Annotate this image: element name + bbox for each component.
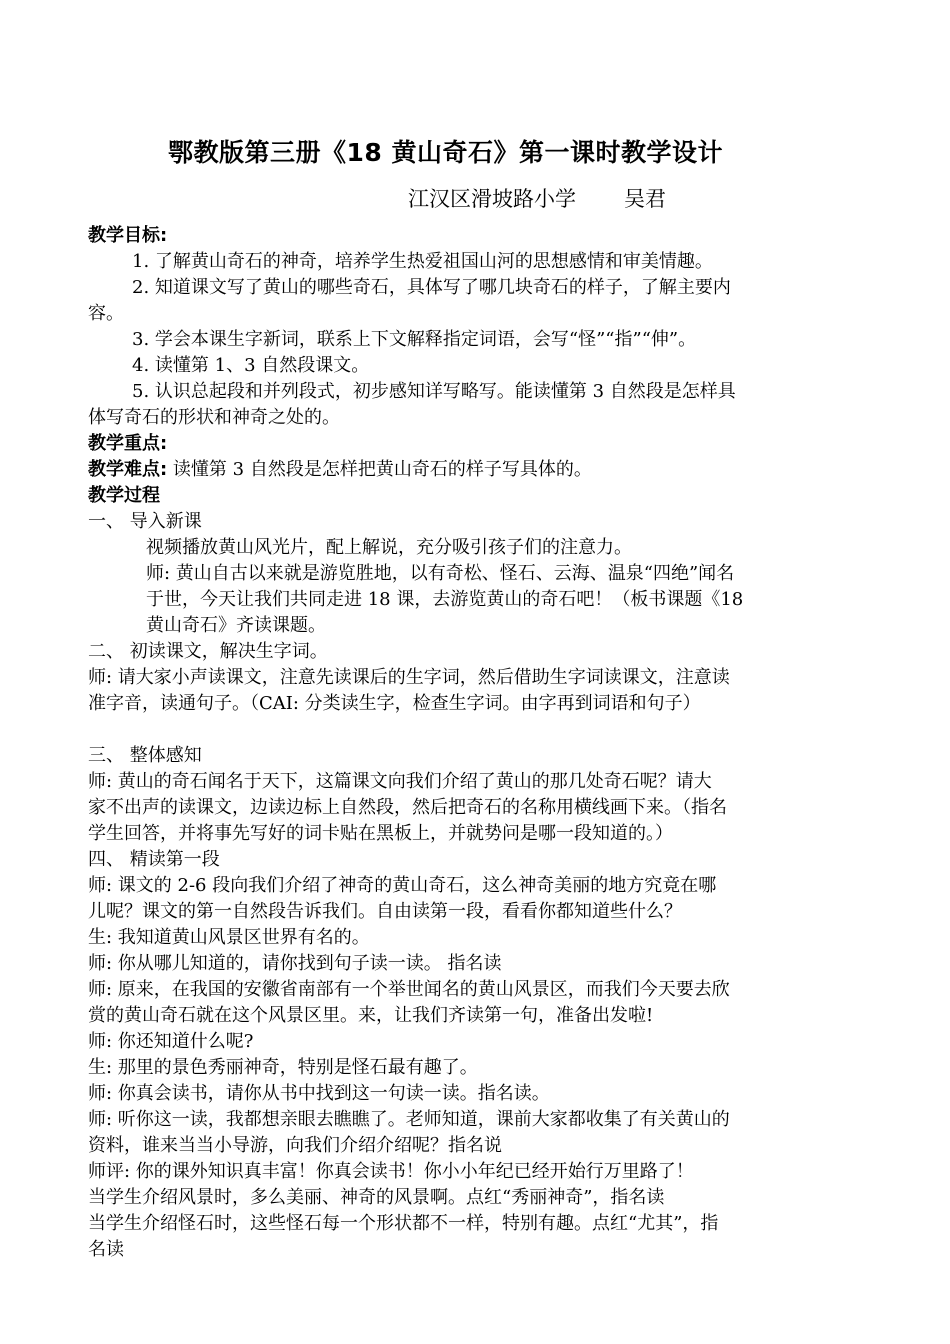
paragraph-line: 当学生介绍风景时，多么美丽、神奇的风景啊。点红“秀丽神奇”，指名读 <box>88 1187 665 1208</box>
paragraph-line: 视频播放黄山风光片，配上解说，充分吸引孩子们的注意力。 <box>146 537 632 558</box>
paragraph-line: 师: 原来，在我国的安徽省南部有一个举世闻名的黄山风景区，而我们今天要去欣 <box>88 979 730 1000</box>
goal-item-cont: 体写奇石的形状和神奇之处的。 <box>88 407 340 428</box>
paragraph-line: 当学生介绍怪石时，这些怪石每一个形状都不一样，特别有趣。点红“尤其”，指 <box>88 1213 719 1234</box>
key-point-heading: 教学重点: <box>88 433 168 454</box>
paragraph-line: 儿呢？课文的第一自然段告诉我们。自由读第一段，看看你都知道些什么？ <box>88 901 682 922</box>
goal-item: 2. 知道课文写了黄山的哪些奇石，具体写了哪几块奇石的样子，了解主要内 <box>132 277 731 298</box>
blank-line <box>88 717 878 743</box>
section-heading: 三、 整体感知 <box>88 745 202 766</box>
paragraph-line: 准字音，读通句子。（CAI: 分类读生字，检查生字词。由字再到词语和句子） <box>88 693 701 714</box>
paragraph-line: 师: 请大家小声读课文，注意先读课后的生字词，然后借助生字词读课文，注意读 <box>88 667 730 688</box>
author-line <box>408 183 666 213</box>
page-title: 鄂教版第三册《18 黄山奇石》第一课时教学设计 <box>168 138 723 167</box>
goal-item: 3. 学会本课生字新词，联系上下文解释指定词语，会写“怪”“指”“伸”。 <box>132 329 697 350</box>
section-heading: 一、 导入新课 <box>88 511 202 532</box>
paragraph-line: 师: 听你这一读，我都想亲眼去瞧瞧了。老师知道，课前大家都收集了有关黄山的 <box>88 1109 730 1130</box>
paragraph-line: 师: 黄山的奇石闻名于天下，这篇课文向我们介绍了黄山的那几处奇石呢？请大 <box>88 771 712 792</box>
paragraph-line: 师: 课文的 2-6 段向我们介绍了神奇的黄山奇石，这么神奇美丽的地方究竟在哪 <box>88 875 717 896</box>
difficulty-heading: 教学难点: <box>88 459 168 480</box>
paragraph-line: 师: 你从哪儿知道的，请你找到句子读一读。 指名读 <box>88 953 502 974</box>
paragraph-line: 名读 <box>88 1239 124 1260</box>
paragraph-line: 学生回答，并将事先写好的词卡贴在黑板上，并就势问是哪一段知道的。） <box>88 823 673 844</box>
paragraph-line: 家不出声的读课文，边读边标上自然段，然后把奇石的名称用横线画下来。（指名 <box>88 797 727 818</box>
section-heading: 四、 精读第一段 <box>88 849 220 870</box>
paragraph-line: 生: 我知道黄山风景区世界有名的。 <box>88 927 370 948</box>
paragraph-line: 师: 黄山自古以来就是游览胜地，以有奇松、怪石、云海、温泉“四绝”闻名 <box>146 563 735 584</box>
goal-item: 4. 读懂第 1、3 自然段课文。 <box>132 355 370 376</box>
difficulty-line <box>88 457 878 483</box>
paragraph-line: 赏的黄山奇石就在这个风景区里。来，让我们齐读第一句，准备出发啦! <box>88 1005 654 1026</box>
school-name: 江汉区滑坡路小学 <box>408 187 576 211</box>
paragraph-line: 资料，谁来当当小导游，向我们介绍介绍呢？指名说 <box>88 1135 502 1156</box>
paragraph-line: 师: 你真会读书，请你从书中找到这一句读一读。指名读。 <box>88 1083 550 1104</box>
author-name: 吴君 <box>624 187 666 211</box>
process-heading: 教学过程 <box>88 485 160 506</box>
paragraph-line: 师评: 你的课外知识真丰富！你真会读书！你小小年纪已经开始行万里路了！ <box>88 1161 694 1182</box>
paragraph-line: 黄山奇石》齐读课题。 <box>146 615 326 636</box>
difficulty-text: 读懂第 3 自然段是怎样把黄山奇石的样子写具体的。 <box>167 459 592 480</box>
paragraph-line: 师: 你还知道什么呢? <box>88 1031 254 1052</box>
goal-item: 5. 认识总起段和并列段式，初步感知详写略写。能读懂第 3 自然段是怎样具 <box>132 381 736 402</box>
goal-item-cont: 容。 <box>88 303 124 324</box>
document-body <box>88 223 878 1263</box>
goals-heading: 教学目标: <box>88 225 168 246</box>
goal-item: 1. 了解黄山奇石的神奇，培养学生热爱祖国山河的思想感情和审美情趣。 <box>132 251 713 272</box>
paragraph-line: 于世，今天让我们共同走进 18 课，去游览黄山的奇石吧！（板书课题《18 <box>146 589 744 610</box>
paragraph-line: 生: 那里的景色秀丽神奇，特别是怪石最有趣了。 <box>88 1057 478 1078</box>
section-heading: 二、 初读课文，解决生字词。 <box>88 641 328 662</box>
